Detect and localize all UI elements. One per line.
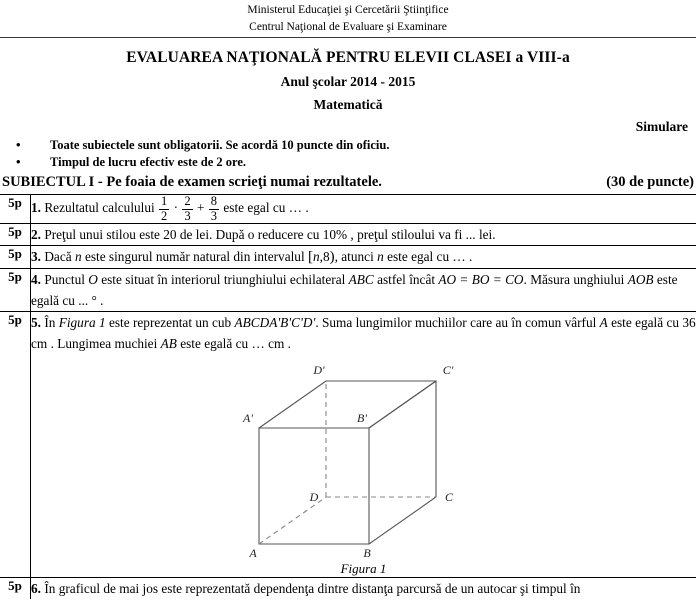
math-angle-aob: AOB	[627, 272, 654, 287]
question-number: 1.	[31, 199, 41, 215]
question-stem: Preţul unui stilou este 20 de lei. După o reducere cu 10% , preţul stiloului va fi ... lei.	[44, 227, 496, 242]
ministry-line-2: Centrul Naţional de Evaluare şi Examinare	[249, 21, 447, 33]
figure-reference: Figura 1	[58, 315, 106, 330]
question-text	[31, 195, 696, 223]
question-stem: În	[44, 315, 56, 330]
question-cell	[31, 224, 696, 246]
question-segment: este egală cu 36 cm . Lungimea muchiei	[31, 315, 696, 351]
cube-label-D: D	[309, 490, 318, 504]
table-row	[0, 195, 696, 224]
interval-separator: ,	[319, 249, 323, 264]
question-tail: este egal cu … .	[387, 249, 473, 264]
plus-operator: +	[196, 199, 205, 215]
cube-right-face	[369, 381, 436, 544]
question-text	[31, 312, 696, 354]
question-segment: este singurul număr natural din intervalul	[84, 249, 305, 264]
question-tail: este egală cu … cm .	[180, 336, 291, 351]
cube-label-C: C	[444, 490, 453, 504]
math-edge-ab: AB	[160, 336, 177, 351]
note-item: • Timpul de lucru efectiv este de 2 ore.	[0, 154, 696, 171]
points-cell: 5p	[0, 246, 31, 269]
cube-edge-bprime-cprime	[369, 381, 436, 428]
figure-1	[31, 358, 696, 577]
question-segment: astfel încât	[377, 272, 436, 287]
math-point-o: O	[88, 272, 98, 287]
points-cell: 5p	[0, 224, 31, 246]
question-segment: , atunci	[334, 249, 374, 264]
table-row	[0, 224, 696, 246]
question-tail: este egală cu ... ° .	[31, 272, 678, 308]
multiply-operator: ·	[173, 199, 179, 215]
points-cell: 5p	[0, 269, 31, 312]
question-number: 3.	[31, 249, 41, 264]
question-segment: . Suma lungimilor muchiilor care au în comun vârful	[315, 315, 597, 330]
cube-label-C-prime: C'	[442, 363, 453, 377]
fraction-numerator: 8	[210, 194, 218, 208]
table-row	[0, 578, 696, 600]
fraction-eight-thirds	[209, 195, 219, 223]
question-stem: Punctul	[44, 272, 85, 287]
question-cell	[31, 195, 696, 224]
table-row	[0, 269, 696, 312]
interval-variable: n	[312, 249, 320, 264]
math-variable-n: n	[377, 249, 384, 264]
interval-close-paren: )	[329, 249, 335, 265]
table-row	[0, 246, 696, 269]
question-number: 4.	[31, 272, 41, 287]
math-equality-ao-bo-co: AO = BO = CO	[438, 272, 524, 287]
figure-caption: Figura 1	[340, 561, 387, 576]
question-number: 2.	[31, 227, 41, 242]
math-triangle-abc: ABC	[348, 272, 374, 287]
question-text	[31, 224, 696, 245]
math-cube-name: ABCDA'B'C'D'	[234, 315, 316, 330]
note-item: • Toate subiectele sunt obligatorii. Se acordă 10 puncte din oficiu.	[0, 137, 696, 154]
subject-bar	[0, 174, 696, 194]
interval-endpoint: 8	[322, 249, 330, 264]
exam-subject: Matematică	[313, 97, 383, 112]
question-number: 6.	[31, 581, 41, 596]
question-text	[31, 269, 696, 311]
questions-table	[0, 194, 696, 599]
question-text	[31, 246, 696, 268]
header-divider	[0, 37, 696, 38]
interval-notation	[308, 249, 335, 264]
fraction-denominator: 3	[184, 208, 191, 223]
subject-label: SUBIECTUL I - Pe foaia de examen scrieţi numai rezultatele.	[2, 174, 382, 190]
exam-title: EVALUAREA NAŢIONALĂ PENTRU ELEVII CLASEI a VIII-a	[126, 49, 570, 66]
question-tail: este egal cu … .	[223, 199, 309, 215]
question-segment: . Măsura unghiului	[523, 272, 625, 287]
cube-label-A-prime: A'	[242, 411, 253, 425]
question-number: 5.	[31, 315, 41, 330]
document-header	[0, 0, 696, 135]
cube-label-D-prime: D'	[312, 363, 325, 377]
math-variable-n: n	[74, 249, 82, 264]
fraction-one-half	[159, 195, 169, 223]
fraction-numerator: 1	[161, 194, 168, 208]
points-cell: 5p	[0, 312, 31, 578]
fraction-denominator: 2	[161, 208, 168, 223]
question-segment: este situat în interiorul triunghiului echilateral	[101, 272, 346, 287]
cube-front-face	[259, 428, 369, 544]
variant-label: Simulare	[635, 119, 688, 134]
cube-label-B-prime: B'	[356, 411, 367, 425]
ministry-line-1: Ministerul Educaţiei şi Cercetării Ştiinţifice	[247, 4, 449, 16]
table-row	[0, 312, 696, 578]
exam-notes	[0, 137, 696, 171]
fraction-denominator: 3	[210, 208, 218, 223]
question-cell	[31, 269, 696, 312]
question-stem: În graficul de mai jos este reprezentată dependenţa dintre distanţa parcursă de un autocar şi timpul în	[44, 581, 581, 596]
cube-label-A: A	[248, 546, 257, 558]
points-cell: 5p	[0, 578, 31, 600]
fraction-numerator: 2	[184, 194, 191, 208]
cube-diagram	[239, 358, 489, 558]
subject-points: (30 de puncte)	[606, 174, 694, 190]
cube-solid-edges	[259, 381, 436, 544]
question-stem: Rezultatul calculului	[44, 199, 155, 215]
interval-open-bracket: [	[307, 249, 313, 265]
cube-hidden-edges	[259, 381, 436, 544]
school-year: Anul şcolar 2014 - 2015	[280, 74, 416, 89]
question-segment: este reprezentat un cub	[108, 315, 232, 330]
points-cell: 5p	[0, 195, 31, 224]
math-vertex-a: A	[599, 315, 608, 330]
question-cell	[31, 312, 696, 578]
question-cell	[31, 246, 696, 269]
question-stem: Dacă	[44, 249, 72, 264]
cube-label-B: B	[362, 546, 371, 558]
cube-edge-a-d	[259, 497, 326, 544]
question-cell	[31, 578, 696, 600]
cube-top-face	[259, 381, 436, 428]
fraction-two-thirds	[182, 195, 192, 223]
question-text	[31, 578, 696, 599]
